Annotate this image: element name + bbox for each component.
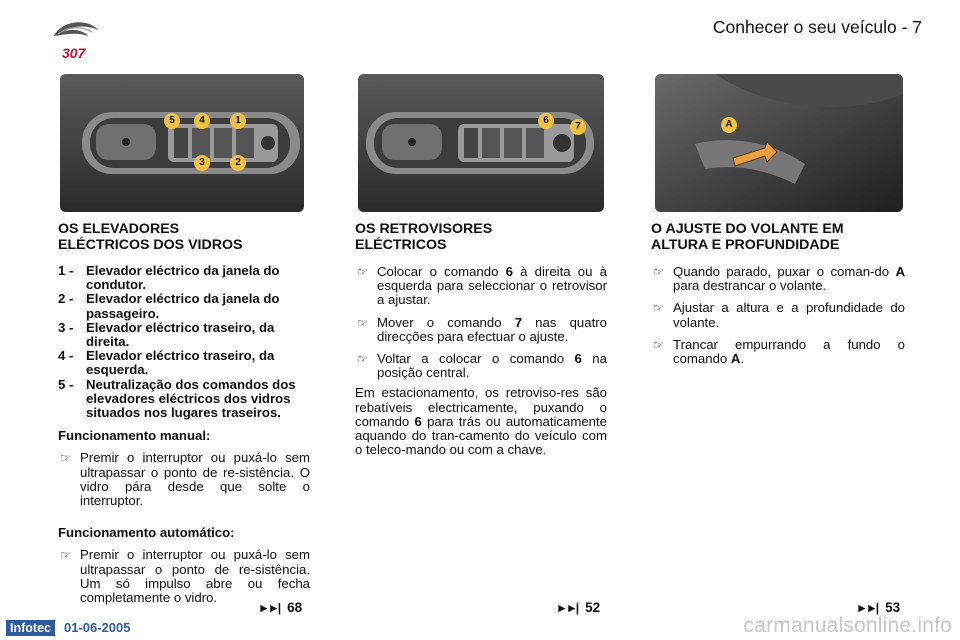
watermark: carmanualsonline.info <box>743 614 952 637</box>
bullet-item: ☞ Mover o comando 7 nas quatro direcções para efectuar o ajuste. <box>357 314 607 344</box>
page-ref-number: 68 <box>287 600 303 615</box>
callout-label <box>164 110 180 129</box>
bullet-item: ☞ Voltar a colocar o comando 6 na posição central. <box>357 351 607 381</box>
manual-operation-title: Funcionamento manual: <box>58 428 211 444</box>
bullet-item: ☞ Trancar empurrando a fundo o comando A. <box>653 336 905 367</box>
infotec-badge: Infotec <box>6 620 55 636</box>
pointing-hand-icon: ☞ <box>60 451 71 466</box>
logo-text: 307 <box>62 45 86 61</box>
forward-arrow-icon: ►►| <box>258 600 280 615</box>
page-ref-link[interactable] <box>556 600 600 615</box>
section-title: OS RETROVISORES ELÉCTRICOS <box>355 221 493 253</box>
auto-operation-title: Funcionamento automático: <box>58 525 235 541</box>
callout-5: 5 <box>164 113 180 129</box>
control-list <box>58 264 310 420</box>
pointing-hand-icon: ☞ <box>357 265 368 279</box>
pointing-hand-icon: ☞ <box>357 352 368 367</box>
pointing-hand-icon: ☞ <box>60 548 71 563</box>
bullet-item: ☞ Colocar o comando 6 à direita ou à esquerda para seleccionar o retrovisor a ajustar. <box>357 264 607 308</box>
section-electric-mirrors <box>355 221 607 457</box>
pointing-hand-icon: ☞ <box>357 315 368 330</box>
page-ref-link[interactable] <box>258 600 302 615</box>
callout-2: 2 <box>230 155 246 171</box>
pointing-hand-icon: ☞ <box>653 301 664 316</box>
bullet-item: ☞ Premir o interruptor ou puxá-lo sem ultrapassar o ponto de re-sistência. Um só impulso abre ou fecha completamente o vidro. <box>60 547 310 606</box>
list-item: 3 - Elevador eléctrico traseiro, da direita. <box>58 319 275 350</box>
callout-A: A <box>721 117 737 133</box>
section-steering-adjust <box>651 221 905 366</box>
callout-1: 1 <box>230 113 246 129</box>
page-ref-number: 53 <box>885 600 901 615</box>
list-item: 2 - Elevador eléctrico da janela do passageiro. <box>58 291 280 321</box>
parking-paragraph: Em estacionamento, os retroviso-res são rebatíveis electricamente, puxando o comando 6 para trás ou automaticamente aquando do tran-camento do veículo com o teleco-mando ou com a chave. <box>355 385 607 458</box>
callout-7: 7 <box>570 119 586 135</box>
page-header: Conhecer o seu veículo - 7 <box>712 17 922 37</box>
mirror-control-photo <box>358 74 604 212</box>
window-switch-photo <box>60 74 304 212</box>
callout-6: 6 <box>538 113 554 129</box>
bullet-item: ☞ Ajustar a altura e a profundidade do volante. <box>653 300 905 330</box>
pointing-hand-icon: ☞ <box>653 337 664 352</box>
pointing-hand-icon: ☞ <box>653 265 664 279</box>
steering-adjust-photo <box>655 74 903 212</box>
bullet-item: ☞ Premir o interruptor ou puxá-lo sem ultrapassar o ponto de re-sistência. O vidro pára desde que solte o interruptor. <box>60 450 310 509</box>
peugeot-307-logo <box>48 16 104 62</box>
section-title: O AJUSTE DO VOLANTE EM ALTURA E PROFUNDIDADE <box>651 221 844 253</box>
forward-arrow-icon: ►►| <box>856 600 878 615</box>
section-title: OS ELEVADORES ELÉCTRICOS DOS VIDROS <box>58 221 243 253</box>
list-item: 5 - Neutralização dos comandos dos elevadores eléctricos dos vidros situados nos lugares traseiros. <box>58 376 296 421</box>
page-ref-number: 52 <box>585 600 601 615</box>
print-date: 01-06-2005 <box>64 620 131 635</box>
forward-arrow-icon: ►►| <box>556 600 578 615</box>
bullet-item: ☞ Quando parado, puxar o coman-do A para destrancar o volante. <box>653 264 905 294</box>
callout-4: 4 <box>194 113 210 129</box>
page-ref-link[interactable] <box>856 600 900 615</box>
callout-3: 3 <box>194 155 210 171</box>
section-power-windows <box>58 221 310 605</box>
list-item: 1 - Elevador eléctrico da janela do condutor. <box>58 263 280 293</box>
list-item: 4 - Elevador eléctrico traseiro, da esquerda. <box>58 348 275 378</box>
